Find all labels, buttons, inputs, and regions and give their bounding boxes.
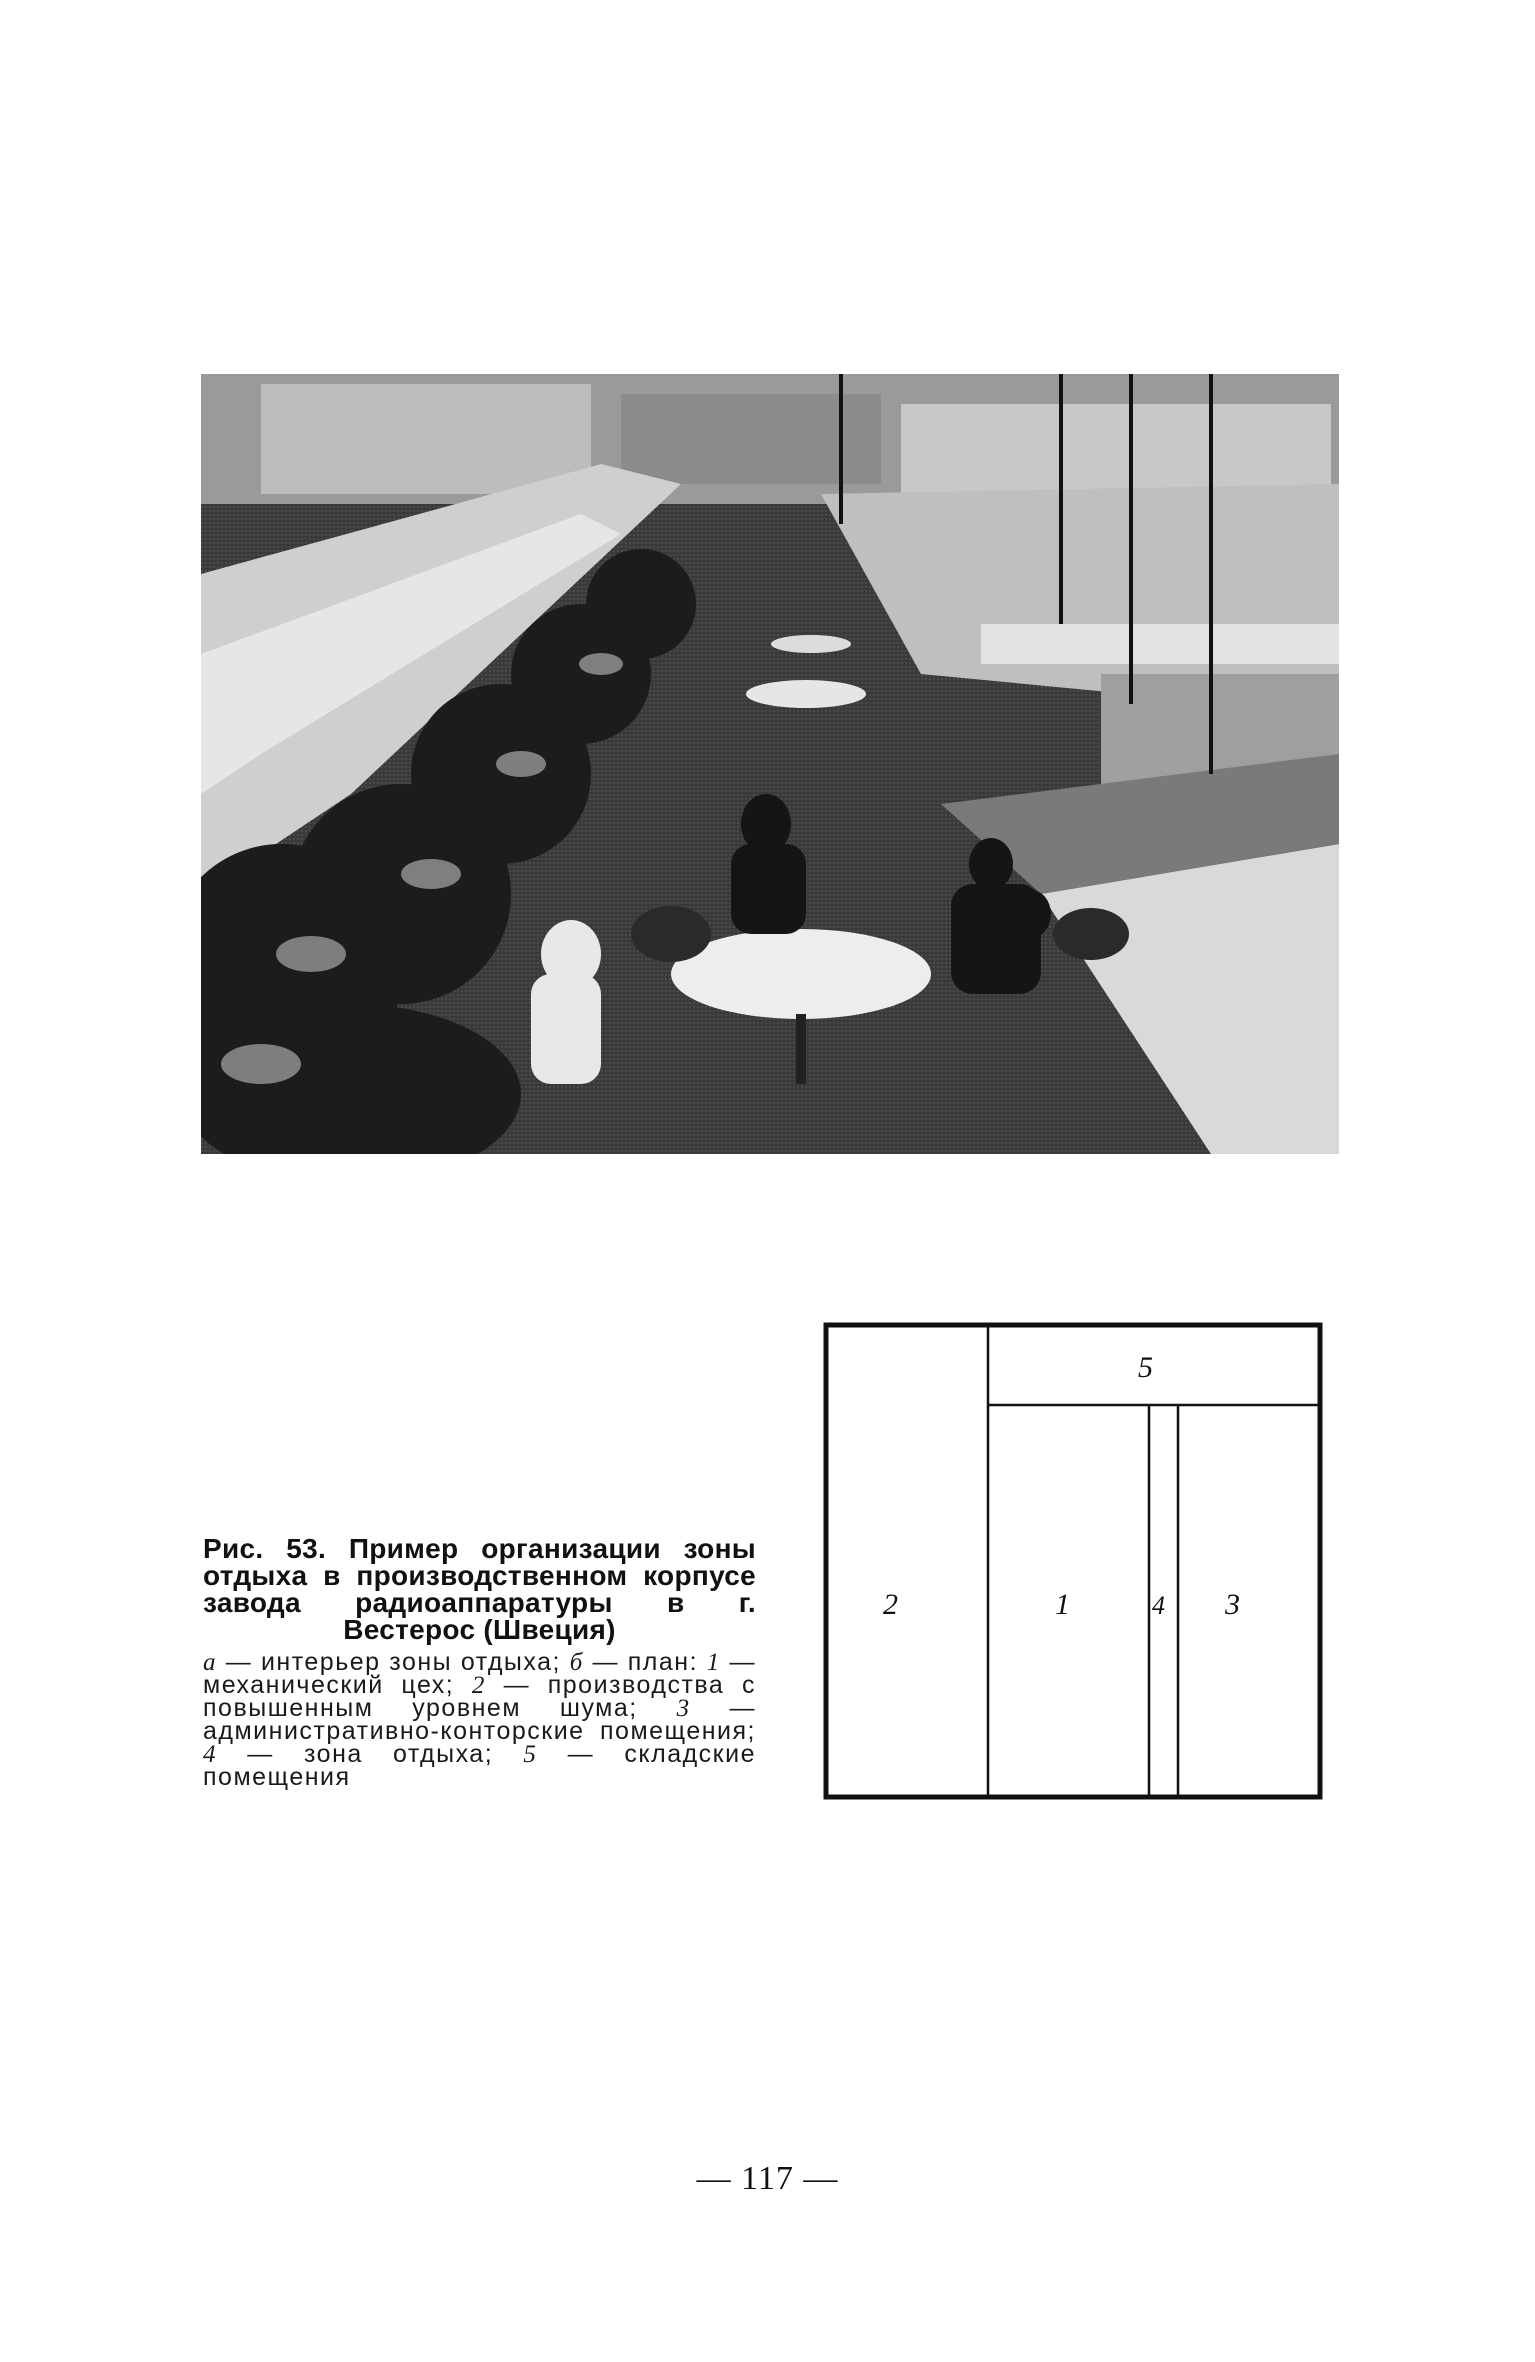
legend-text-b: — план: — [583, 1648, 707, 1676]
plan-label-4: 4 — [1152, 1591, 1165, 1620]
figure-caption — [203, 1535, 756, 1789]
legend-text-5: — складские помещения — [203, 1740, 756, 1791]
legend-num-4: 4 — [203, 1741, 217, 1768]
caption-title: Рис. 53. Пример организации зоны отдыха в производственном корпусе завода радиоаппаратуры в г. Вестерос (Швеция) — [203, 1533, 756, 1645]
legend-text-2: — производства с повышенным уровнем шума; — [203, 1671, 756, 1722]
plan-label-2: 2 — [883, 1588, 898, 1621]
figure-photo-interior — [201, 374, 1339, 1154]
photo-illustration — [201, 374, 1339, 1154]
caption-legend — [203, 1648, 756, 1791]
legend-num-1: 1 — [706, 1649, 721, 1676]
plan-label-3: 3 — [1225, 1588, 1240, 1621]
legend-num-3: 3 — [676, 1695, 691, 1722]
legend-text-1: — механический цех; — [203, 1648, 756, 1699]
plan-label-5: 5 — [1138, 1351, 1153, 1384]
figure-plan — [823, 1322, 1323, 1800]
legend-text-a: — интерьер зоны отдыха; — [217, 1648, 570, 1676]
legend-mark-a: а — [203, 1649, 217, 1676]
legend-num-5: 5 — [523, 1741, 538, 1768]
plan-outline — [826, 1325, 1320, 1797]
plan-label-1: 1 — [1055, 1588, 1070, 1621]
plan-diagram — [823, 1322, 1323, 1800]
page-number: — 117 — — [696, 2160, 839, 2197]
legend-mark-b: б — [569, 1649, 584, 1676]
legend-text-3: — административно-конторские помещения; — [203, 1694, 756, 1745]
legend-num-2: 2 — [471, 1672, 486, 1699]
legend-text-4: — зона отдыха; — [217, 1740, 524, 1768]
